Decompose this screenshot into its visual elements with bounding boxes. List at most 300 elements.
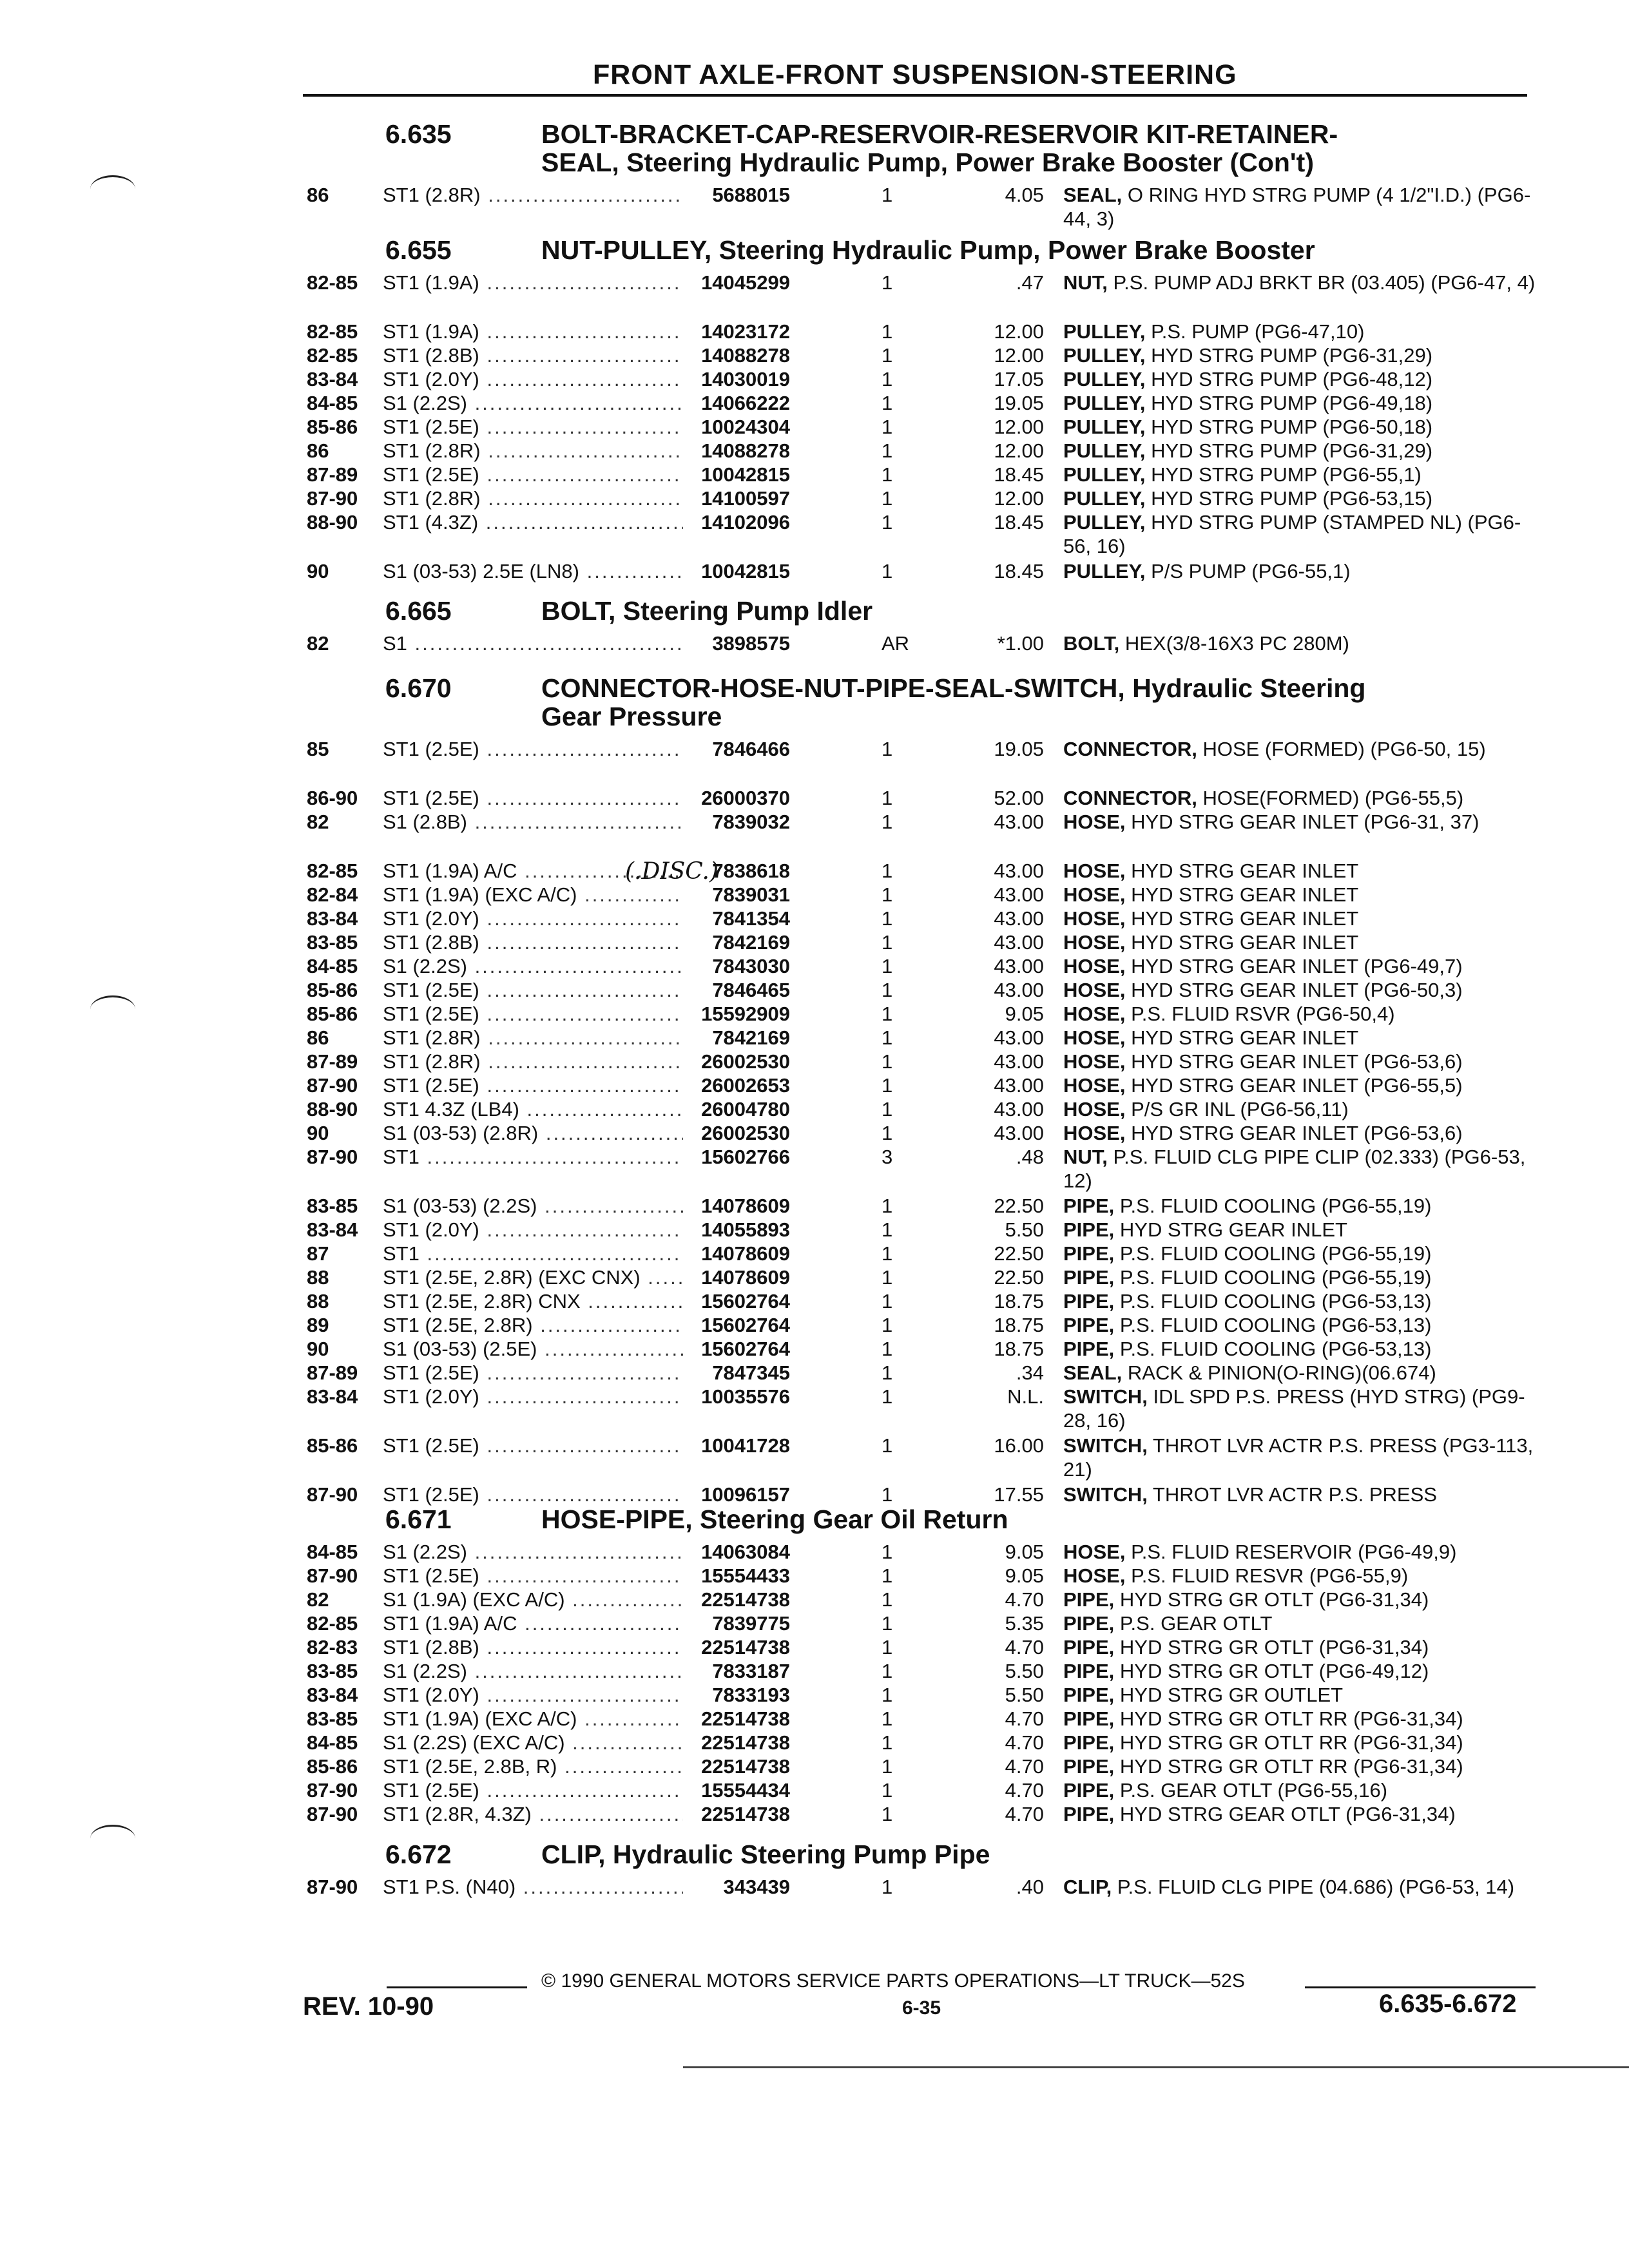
part-row [303,391,1547,415]
part-number: 10096157 [683,1483,790,1506]
price: 17.55 [994,1483,1044,1506]
description [1063,1050,1540,1073]
description [1063,907,1540,930]
description-text: P.S. FLUID COOLING (PG6-53,13) [1114,1290,1432,1312]
quantity: 1 [882,487,893,510]
price: 4.70 [1005,1707,1044,1730]
part-name: PIPE, [1063,1755,1115,1778]
quantity: 1 [882,1314,893,1336]
price: 43.00 [994,931,1044,954]
part-row [303,1145,1547,1194]
part-name: PULLEY, [1063,439,1146,462]
footer-rule-right [1305,1986,1536,1988]
year-range: 83-85 [307,931,358,954]
description [1063,415,1540,439]
description [1063,1385,1540,1432]
quantity: 1 [882,1338,893,1360]
part-name: PIPE, [1063,1338,1115,1360]
year-range: 87-90 [307,1146,358,1168]
description [1063,1337,1540,1361]
application: ST1 (1.9A) A/C ..... [383,1611,718,1635]
part-name: HOSE, [1063,931,1126,954]
description [1063,1540,1540,1564]
description [1063,439,1540,463]
application: ST1 (2.5E) ..... [383,415,718,439]
description-text: P.S. PUMP (PG6-47,10) [1145,320,1365,343]
application: ST1 (2.5E) ..... [383,737,718,761]
quantity: 1 [882,1050,893,1073]
year-range: 82-85 [307,271,358,294]
year-range: 82-85 [307,344,358,367]
part-name: HOSE, [1063,955,1126,977]
description [1063,271,1540,294]
part-name: HOSE, [1063,1003,1126,1025]
part-number: 15592909 [683,1002,790,1026]
year-range: 83-84 [307,1218,358,1241]
description [1063,1434,1540,1481]
part-number: 15602764 [683,1313,790,1337]
part-number: 26002653 [683,1073,790,1097]
quantity: 1 [882,1779,893,1802]
description-text: P.S. FLUID RESERVOIR (PG6-49,9) [1125,1541,1457,1563]
margin-mark [90,1825,135,1852]
description-text: P.S. FLUID RSVR (PG6-50,4) [1125,1003,1395,1025]
part-name: PULLEY, [1063,416,1146,438]
part-row [303,907,1547,930]
description-text: HYD STRG PUMP (PG6-48,12) [1145,368,1433,390]
part-row [303,320,1547,343]
description-text: HYD STRG GR OTLT RR (PG6-31,34) [1114,1731,1463,1754]
part-number: 14023172 [683,320,790,343]
part-number: 14078609 [683,1265,790,1289]
description [1063,1778,1540,1802]
price: 19.05 [994,738,1044,760]
application: ST1 (2.5E) ..... [383,1778,718,1802]
section [303,1836,1547,1924]
price: 12.00 [994,487,1044,510]
part-name: CLIP, [1063,1876,1112,1898]
price: 4.70 [1005,1803,1044,1825]
application: ST1 4.3Z (LB4) ..... [383,1097,718,1121]
part-row [303,930,1547,954]
application: ST1 (2.8B) ..... [383,343,718,367]
part-row [303,859,1547,883]
year-range: 85-86 [307,1434,358,1457]
part-name: PULLEY, [1063,344,1146,367]
description-text: HYD STRG GEAR INLET (PG6-55,5) [1125,1074,1463,1097]
quantity: 1 [882,1074,893,1097]
part-name: PULLEY, [1063,560,1146,582]
quantity: 1 [882,463,893,486]
description [1063,1754,1540,1778]
year-range: 87-90 [307,1779,358,1802]
quantity: 1 [882,1385,893,1408]
section-number: 6.670 [385,673,452,703]
quantity: 1 [882,320,893,343]
application: ST1 (1.9A) (EXC A/C) ..... [383,883,718,907]
description-text: THROT LVR ACTR P.S. PRESS [1147,1483,1437,1506]
description [1063,183,1540,231]
part-number: 7839775 [683,1611,790,1635]
application: ST1 (4.3Z) ..... [383,510,718,534]
part-name: HOSE, [1063,979,1126,1001]
price: 4.70 [1005,1588,1044,1611]
quantity: 1 [882,1434,893,1457]
price: 4.70 [1005,1731,1044,1754]
year-range: 87-90 [307,1074,358,1097]
application: ST1 P.S. (N40) ..... [383,1875,718,1899]
description-text: THROT LVR ACTR P.S. PRESS (PG3-113, 21) [1063,1434,1534,1481]
part-number: 7846465 [683,978,790,1002]
part-row [303,786,1547,810]
price: 43.00 [994,860,1044,882]
year-range: 87-89 [307,1050,358,1073]
part-row [303,883,1547,907]
price: 16.00 [994,1434,1044,1457]
year-range: 86-90 [307,787,358,809]
description [1063,737,1540,761]
year-range: 84-85 [307,955,358,977]
section-title-continued: Gear Pressure [541,702,722,731]
quantity: 1 [882,1588,893,1611]
description [1063,1313,1540,1337]
description [1063,463,1540,486]
section [303,232,1547,583]
year-range: 90 [307,560,329,582]
price: 4.70 [1005,1779,1044,1802]
part-name: HOSE, [1063,1074,1126,1097]
price: 4.70 [1005,1636,1044,1658]
description-text: HOSE (FORMED) (PG6-50, 15) [1197,738,1486,760]
part-row [303,1659,1547,1683]
part-name: HOSE, [1063,883,1126,906]
description-text: HYD STRG GR OTLT RR (PG6-31,34) [1114,1707,1463,1730]
part-row [303,978,1547,1002]
year-range: 87-90 [307,487,358,510]
price: *1.00 [997,632,1044,655]
application: ST1 (2.8R) ..... [383,1050,718,1073]
quantity: 1 [882,1707,893,1730]
year-range: 87-89 [307,463,358,486]
part-row [303,1313,1547,1337]
part-number: 26002530 [683,1121,790,1145]
application: S1 (2.2S) (EXC A/C) ..... [383,1731,718,1754]
part-row [303,1097,1547,1121]
part-row [303,1289,1547,1313]
application: ST1 (2.0Y) ..... [383,1385,718,1408]
part-name: PIPE, [1063,1218,1115,1241]
year-range: 83-84 [307,1385,358,1408]
part-row [303,1707,1547,1731]
quantity: 1 [882,1636,893,1658]
part-name: HOSE, [1063,1098,1126,1120]
application: ST1 (2.8R) ..... [383,439,718,463]
part-row [303,1875,1547,1924]
price: 5.50 [1005,1218,1044,1241]
description-text: HYD STRG GEAR INLET (PG6-53,6) [1125,1050,1463,1073]
part-name: SWITCH, [1063,1434,1148,1457]
application: S1 (2.2S) ..... [383,391,718,415]
application: ST1 (2.5E) ..... [383,786,718,810]
part-name: PIPE, [1063,1588,1115,1611]
part-row [303,463,1547,486]
part-name: PIPE, [1063,1290,1115,1312]
description-text: HYD STRG GR OTLT (PG6-49,12) [1114,1660,1429,1682]
part-number: 14100597 [683,486,790,510]
application: ST1 (2.5E, 2.8B, R) ..... [383,1754,718,1778]
year-range: 83-84 [307,907,358,930]
description [1063,883,1540,907]
part-row [303,1242,1547,1265]
quantity: 1 [882,1266,893,1289]
part-name: PULLEY, [1063,368,1146,390]
description-text: IDL SPD P.S. PRESS (HYD STRG) (PG9-28, 16) [1063,1385,1525,1432]
application: S1 (1.9A) (EXC A/C) ..... [383,1588,718,1611]
application: ST1 (2.0Y) ..... [383,1218,718,1242]
part-number: 22514738 [683,1802,790,1826]
description [1063,1875,1540,1899]
price: 9.05 [1005,1003,1044,1025]
description-text: P.S. GEAR OTLT (PG6-55,16) [1114,1779,1388,1802]
year-range: 82-85 [307,860,358,882]
description-text: P.S. FLUID COOLING (PG6-55,19) [1114,1266,1432,1289]
part-number: 7833187 [683,1659,790,1683]
quantity: 1 [882,1218,893,1241]
part-name: HOSE, [1063,811,1126,833]
price: 43.00 [994,1026,1044,1049]
description [1063,1097,1540,1121]
part-row [303,1385,1547,1434]
description-text: HYD STRG GR OTLT RR (PG6-31,34) [1114,1755,1463,1778]
part-row [303,1337,1547,1361]
part-name: PIPE, [1063,1612,1115,1635]
part-row [303,1002,1547,1026]
title-rule [303,94,1527,97]
part-number: 7833193 [683,1683,790,1707]
description [1063,810,1540,834]
quantity: 1 [882,344,893,367]
application: ST1 (2.8R) ..... [383,183,718,207]
quantity: 1 [882,1731,893,1754]
part-row [303,1778,1547,1802]
year-range: 84-85 [307,392,358,414]
part-number: 7838618 [683,859,790,883]
part-name: PIPE, [1063,1803,1115,1825]
application: ST1 (2.5E) ..... [383,1564,718,1588]
price: 43.00 [994,1074,1044,1097]
application: ST1 (2.8R) ..... [383,1026,718,1050]
page-title: FRONT AXLE-FRONT SUSPENSION-STEERING [593,59,1237,90]
price: 18.75 [994,1290,1044,1312]
part-row [303,510,1547,559]
application: ST1 (2.5E) ..... [383,1483,718,1506]
description-text: HYD STRG GEAR INLET [1125,1026,1359,1049]
year-range: 88-90 [307,1098,358,1120]
year-range: 86 [307,439,329,462]
section-title: NUT-PULLEY, Steering Hydraulic Pump, Power Brake Booster [541,235,1315,265]
description-text: HYD STRG GR OTLT (PG6-31,34) [1114,1636,1429,1658]
part-number: 14055893 [683,1218,790,1242]
year-range: 84-85 [307,1731,358,1754]
quantity: 1 [882,907,893,930]
part-row [303,1564,1547,1588]
year-range: 90 [307,1338,329,1360]
application: ST1 (1.9A) (EXC A/C) ..... [383,1707,718,1731]
description [1063,1611,1540,1635]
margin-mark [90,175,135,203]
part-number: 14078609 [683,1194,790,1218]
application: ST1 (2.5E, 2.8R) (EXC CNX) ..... [383,1265,718,1289]
quantity: 1 [882,955,893,977]
description-text: HYD STRG GEAR INLET (PG6-50,3) [1125,979,1463,1001]
part-number: 14066222 [683,391,790,415]
part-name: HOSE, [1063,1564,1126,1587]
quantity: 1 [882,271,893,294]
description [1063,1588,1540,1611]
description [1063,343,1540,367]
description-text: P.S. FLUID COOLING (PG6-55,19) [1114,1242,1432,1265]
description [1063,559,1540,583]
description [1063,978,1540,1002]
description-text: HYD STRG PUMP (PG6-50,18) [1145,416,1433,438]
bottom-rule [683,2066,1629,2068]
section-title: BOLT-BRACKET-CAP-RESERVOIR-RESERVOIR KIT-RETAINER- [541,119,1338,149]
application: S1 (03-53) (2.2S) ..... [383,1194,718,1218]
description-text: HYD STRG PUMP (STAMPED NL) (PG6-56, 16) [1063,511,1521,557]
quantity: 1 [882,811,893,833]
section-number: 6.671 [385,1504,452,1534]
part-number: 22514738 [683,1588,790,1611]
description [1063,631,1540,655]
description-text: HOSE(FORMED) (PG6-55,5) [1197,787,1464,809]
description-text: P.S. FLUID COOLING (PG6-53,13) [1114,1338,1432,1360]
section-title: BOLT, Steering Pump Idler [541,596,873,626]
part-number: 10042815 [683,559,790,583]
section-title: CLIP, Hydraulic Steering Pump Pipe [541,1840,990,1869]
part-name: PIPE, [1063,1660,1115,1682]
application: ST1 (2.0Y) ..... [383,1683,718,1707]
price: 43.00 [994,1050,1044,1073]
quantity: 1 [882,184,893,206]
part-row [303,559,1547,583]
part-number: 14088278 [683,439,790,463]
part-name: PIPE, [1063,1684,1115,1706]
description [1063,1218,1540,1242]
year-range: 90 [307,1122,329,1144]
year-range: 82-84 [307,883,358,906]
application: ST1 ..... [383,1242,718,1265]
part-name: HOSE, [1063,1541,1126,1563]
part-number: 10024304 [683,415,790,439]
year-range: 82-85 [307,1612,358,1635]
part-number: 14030019 [683,367,790,391]
year-range: 87-90 [307,1803,358,1825]
description-text: P.S. FLUID RESVR (PG6-55,9) [1125,1564,1409,1587]
part-name: PIPE, [1063,1314,1115,1336]
footer-page-number: 6-35 [902,1997,941,2019]
part-number: 7839031 [683,883,790,907]
part-number: 14102096 [683,510,790,534]
price: 5.50 [1005,1684,1044,1706]
description [1063,1564,1540,1588]
application: S1 (03-53) (2.8R) ..... [383,1121,718,1145]
part-row [303,1731,1547,1754]
price: 12.00 [994,439,1044,462]
section-number: 6.635 [385,119,452,149]
section-heading [303,674,1547,731]
year-range: 85-86 [307,1755,358,1778]
year-range: 83-85 [307,1660,358,1682]
year-range: 82 [307,632,329,655]
part-name: SWITCH, [1063,1483,1148,1506]
application: ST1 (1.9A) ..... [383,320,718,343]
part-number: 15602764 [683,1289,790,1313]
quantity: 1 [882,1098,893,1120]
description [1063,786,1540,810]
section-number: 6.655 [385,235,452,265]
description [1063,320,1540,343]
application: ST1 ..... [383,1145,718,1169]
quantity: 1 [882,1483,893,1506]
description [1063,859,1540,883]
handwritten-note: (.DISC.) [625,858,718,885]
description [1063,1002,1540,1026]
quantity: 1 [882,1242,893,1265]
part-number: 14078609 [683,1242,790,1265]
quantity: 1 [882,392,893,414]
quantity: 1 [882,560,893,582]
application: ST1 (2.5E) ..... [383,1002,718,1026]
price: 5.50 [1005,1660,1044,1682]
price: 12.00 [994,320,1044,343]
description-text: P/S GR INL (PG6-56,11) [1125,1098,1349,1120]
year-range: 82 [307,1588,329,1611]
quantity: 1 [882,883,893,906]
footer-copyright: © 1990 GENERAL MOTORS SERVICE PARTS OPERATIONS—LT TRUCK—52S [541,1970,1245,1992]
description-text: HYD STRG GR OTLT (PG6-31,34) [1114,1588,1429,1611]
description [1063,367,1540,391]
year-range: 82-83 [307,1636,358,1658]
application: S1 (2.2S) ..... [383,1659,718,1683]
part-name: NUT, [1063,271,1108,294]
part-row [303,415,1547,439]
description [1063,1121,1540,1145]
price: 9.05 [1005,1541,1044,1563]
quantity: 1 [882,1290,893,1312]
year-range: 85 [307,738,329,760]
section-heading [303,1505,1547,1533]
year-range: 87-89 [307,1361,358,1384]
description-text: P.S. FLUID COOLING (PG6-53,13) [1114,1314,1432,1336]
price: 4.70 [1005,1755,1044,1778]
part-row [303,1050,1547,1073]
description-text: P.S. FLUID CLG PIPE (04.686) (PG6-53, 14) [1112,1876,1515,1898]
year-range: 82-85 [307,320,358,343]
part-row [303,1434,1547,1483]
application: S1 (03-53) (2.5E) ..... [383,1337,718,1361]
part-row [303,810,1547,859]
quantity: 1 [882,860,893,882]
application: ST1 (2.5E) ..... [383,978,718,1002]
description-text: HYD STRG GEAR OTLT (PG6-31,34) [1114,1803,1456,1825]
section-heading [303,1840,1547,1869]
price: 18.45 [994,463,1044,486]
year-range: 83-85 [307,1195,358,1217]
description [1063,1265,1540,1289]
quantity: 3 [882,1146,893,1168]
description-text: HYD STRG GEAR INLET [1125,883,1359,906]
description [1063,391,1540,415]
